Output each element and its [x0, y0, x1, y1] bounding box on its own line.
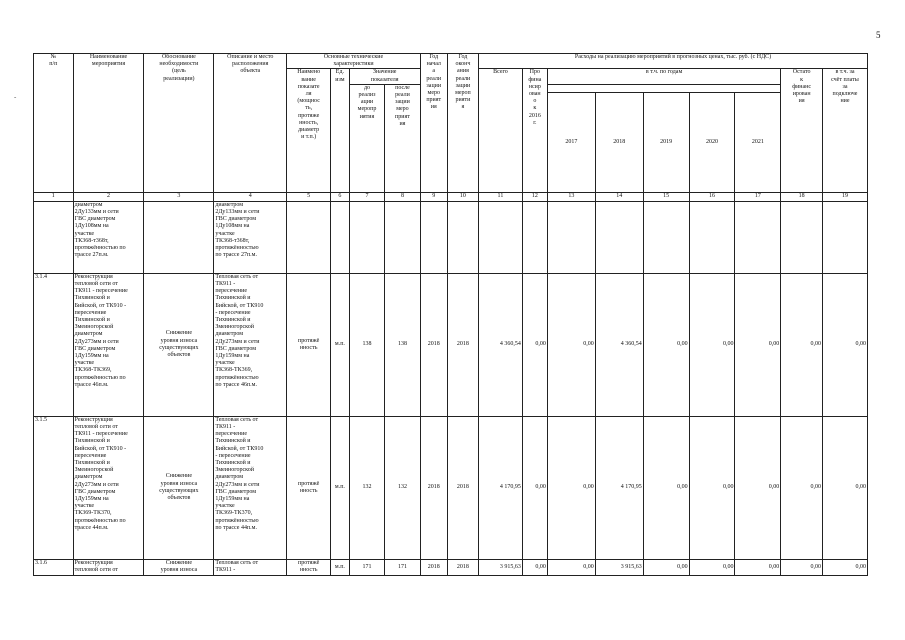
cell-2020 [689, 201, 735, 273]
cell-2017 [547, 201, 595, 273]
col-num: 12 [522, 192, 547, 201]
header-incl-fee: в т.ч. за счёт платы за подключе ние [822, 69, 867, 192]
col-num: 10 [447, 192, 478, 201]
table-row [34, 416, 868, 559]
header-costs: Расходы на реализацию мероприятий в прогнозных ценах, тыс. руб. (с НДС) [479, 54, 868, 69]
cell-year-start: 2018 [420, 273, 447, 416]
cell-unit: м.п. [331, 416, 350, 559]
header-name: Наименование мероприятия [73, 54, 144, 193]
cell-before [349, 201, 384, 273]
cell-after: 138 [385, 273, 420, 416]
header-tech: Основные технические характеристики [287, 54, 420, 69]
cell-after: 132 [385, 416, 420, 559]
cell-before: 132 [349, 416, 384, 559]
column-number-row [34, 192, 868, 201]
cell-unit [331, 201, 350, 273]
cell-2017: 0,00 [547, 273, 595, 416]
table-row [34, 273, 868, 416]
header-unit: Ед. изм [331, 69, 350, 192]
header-value-group: Значение показателя [349, 69, 420, 84]
cell-financed: 0,00 [522, 416, 547, 559]
margin-mark: - [14, 93, 17, 101]
header-description: Описание и место расположения объекта [214, 54, 287, 193]
header-value-after: после реали зации меро прият ия [385, 84, 420, 192]
cell-2019 [643, 201, 689, 273]
cell-description: Тепловая сеть от ТК911 - пересечение Тихвинской и Бийской, от ТК910 - пересечение Тихвинской и Змеиногорской диаметром 2Ду273мм и сети ГВС диаметром 1Ду159мм на участке ТК369-ТК370, протяжённостью по трассе 44п.м. [214, 416, 287, 559]
cell-2018 [595, 201, 643, 273]
cell-justify: Снижение уровня износа [144, 559, 214, 575]
cell-justify [144, 201, 214, 273]
col-num: 17 [735, 192, 781, 201]
cell-tech-name: протяжё нность [287, 559, 331, 575]
cell-unit: м.п. [331, 273, 350, 416]
cell-no: 3.1.6 [34, 559, 74, 575]
cell-year-end: 2018 [447, 559, 478, 575]
cell-fee: 0,00 [822, 273, 867, 416]
cell-2019: 0,00 [643, 559, 689, 575]
col-num: 11 [479, 192, 523, 201]
col-num: 18 [781, 192, 823, 201]
table-row [34, 559, 868, 575]
col-num: 15 [643, 192, 689, 201]
cell-remain: 0,00 [781, 273, 823, 416]
cell-2021: 0,00 [735, 273, 781, 416]
cell-2018: 4 170,95 [595, 416, 643, 559]
cell-remain [781, 201, 823, 273]
cell-2019: 0,00 [643, 273, 689, 416]
cell-2020: 0,00 [689, 559, 735, 575]
cell-tech-name: протяжё нность [287, 416, 331, 559]
cell-name: Реконструкция тепловой сети от ТК911 - пересечение Тихвинской и Бийской, от ТК910 - пересечение Тихвинской и Змеиногорской диаметром 2Ду273мм и сети ГВС диаметром 1Ду159мм на участке ТК369-ТК370, протяжённостью по трассе 44п.м. [73, 416, 144, 559]
cell-remain: 0,00 [781, 416, 823, 559]
cell-year-start: 2018 [420, 416, 447, 559]
cell-before: 171 [349, 559, 384, 575]
cell-fee: 0,00 [822, 416, 867, 559]
col-num: 1 [34, 192, 74, 201]
page-number: 5 [876, 30, 881, 40]
cell-year-start: 2018 [420, 559, 447, 575]
col-num: 14 [595, 192, 643, 201]
cell-total: 3 915,63 [479, 559, 523, 575]
header-year-start: Год начал а реали зации меро прият ия [420, 54, 447, 193]
cell-2018: 4 360,54 [595, 273, 643, 416]
investment-program-table [33, 53, 868, 576]
cell-justify: Снижение уровня износа существующих объектов [144, 416, 214, 559]
cell-no: 3.1.4 [34, 273, 74, 416]
cell-2021: 0,00 [735, 559, 781, 575]
cell-tech-name: протяжё нность [287, 273, 331, 416]
col-num: 7 [349, 192, 384, 201]
cell-after: 171 [385, 559, 420, 575]
header-year-2021: 2021 [735, 92, 781, 192]
cell-financed: 0,00 [522, 273, 547, 416]
header-justify: Обоснование необходимости (цель реализации) [144, 54, 214, 193]
cell-fee [822, 201, 867, 273]
cell-tech-name [287, 201, 331, 273]
cell-year-end: 2018 [447, 273, 478, 416]
header-year-end: Год оконч ания реали зации мероп рияти я [447, 54, 478, 193]
cell-2018: 3 915,63 [595, 559, 643, 575]
cell-description: диаметром 2Ду133мм и сети ГВС диаметром 1Ду108мм на участке ТК368-т368т, протяжённостью по трассе 27п.м. [214, 201, 287, 273]
header-total: Всего [479, 69, 523, 192]
cell-name: Реконструкция тепловой сети от ТК911 - пересечение Тихвинской и Бийской, от ТК910 - пересечение Тихвинской и Змеиногорской диаметром 2Ду273мм и сети ГВС диаметром 1Ду159мм на участке ТК368-ТК369, протяжённостью по трассе 46п.м. [73, 273, 144, 416]
header-tech-name: Наимено вание показате ля (мощнос ть, протяже нность, диаметр и т.п.) [287, 69, 331, 192]
col-num: 5 [287, 192, 331, 201]
col-num: 8 [385, 192, 420, 201]
cell-year-end: 2018 [447, 416, 478, 559]
cell-2021: 0,00 [735, 416, 781, 559]
cell-unit: м.п. [331, 559, 350, 575]
col-num: 13 [547, 192, 595, 201]
cell-total: 4 360,54 [479, 273, 523, 416]
cell-2017: 0,00 [547, 559, 595, 575]
cell-name: Реконструкция тепловой сети от [73, 559, 144, 575]
col-num: 4 [214, 192, 287, 201]
cell-remain: 0,00 [781, 559, 823, 575]
cell-2020: 0,00 [689, 416, 735, 559]
header-year-2017: 2017 [547, 92, 595, 192]
col-num: 2 [73, 192, 144, 201]
cell-fee: 0,00 [822, 559, 867, 575]
cell-description: Тепловая сеть от ТК911 - [214, 559, 287, 575]
cell-no: 3.1.5 [34, 416, 74, 559]
cell-description: Тепловая сеть от ТК911 - пересечение Тихвинской и Бийской, от ТК910 - пересечение Тихвинской и Змеиногорской диаметром 2Ду273мм и сети ГВС диаметром 1Ду159мм на участке ТК368-ТК369, протяжённостью по трассе 46п.м. [214, 273, 287, 416]
header-years-spacer [547, 84, 780, 92]
cell-2021 [735, 201, 781, 273]
header-financed: Про фина нсир ован о к 2016 г. [522, 69, 547, 192]
cell-total: 4 170,95 [479, 416, 523, 559]
cell-no [34, 201, 74, 273]
cell-total [479, 201, 523, 273]
col-num: 16 [689, 192, 735, 201]
cell-year-end [447, 201, 478, 273]
cell-year-start [420, 201, 447, 273]
cell-after [385, 201, 420, 273]
cell-2017: 0,00 [547, 416, 595, 559]
col-num: 6 [331, 192, 350, 201]
cell-financed: 0,00 [522, 559, 547, 575]
cell-justify: Снижение уровня износа существующих объектов [144, 273, 214, 416]
cell-before: 138 [349, 273, 384, 416]
header-year-2020: 2020 [689, 92, 735, 192]
table-row [34, 201, 868, 273]
cell-2019: 0,00 [643, 416, 689, 559]
cell-name: диаметром 2Ду133мм и сети ГВС диаметром 1Ду108мм на участке ТК368-т368т, протяжённостью по трассе 27п.м. [73, 201, 144, 273]
header-year-2019: 2019 [643, 92, 689, 192]
header-year-2018: 2018 [595, 92, 643, 192]
col-num: 19 [822, 192, 867, 201]
header-no: № п/п [34, 54, 74, 193]
col-num: 3 [144, 192, 214, 201]
cell-2020: 0,00 [689, 273, 735, 416]
header-value-before: до реализ ации меропр иятия [349, 84, 384, 192]
header-by-years: в т.ч. по годам [547, 69, 780, 84]
col-num: 9 [420, 192, 447, 201]
cell-financed [522, 201, 547, 273]
header-remain: Остато к финанс ирован ия [781, 69, 823, 192]
